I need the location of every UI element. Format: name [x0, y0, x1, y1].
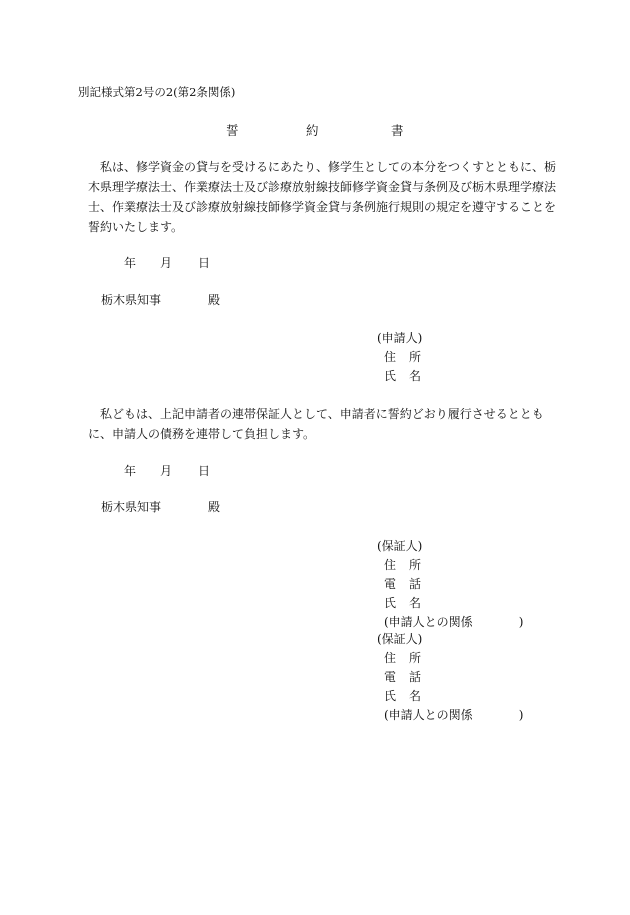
date-month-label: 月 — [160, 256, 173, 270]
applicant-name-label — [384, 367, 421, 385]
guarantor-heading: (保証人) — [377, 632, 423, 646]
guarantor-address-label — [384, 556, 421, 574]
guarantor-address-label — [384, 649, 421, 667]
address-label-b: 所 — [409, 558, 422, 572]
date-line-2 — [124, 462, 244, 480]
title-char-2: 約 — [306, 123, 319, 138]
applicant-heading: (申請人) — [377, 331, 423, 345]
addressee-1 — [101, 291, 220, 309]
relation-open: (申請人との関係 — [384, 708, 473, 722]
title-char-1: 誓 — [226, 123, 239, 138]
guarantor-statement-line-1: 私どもは、上記申請者の連帯保証人として、申請者に誓約どおり履行させるととも — [100, 407, 544, 421]
guarantor-relation-label — [384, 706, 523, 724]
guarantor-name-label — [384, 687, 421, 705]
honorific: 殿 — [208, 500, 221, 514]
guarantor-name-label — [384, 594, 421, 612]
guarantor-phone-label — [384, 575, 421, 593]
name-label-b: 名 — [409, 369, 422, 383]
date-day-label: 日 — [198, 464, 211, 478]
phone-label-a: 電 — [384, 577, 397, 591]
date-line-1 — [124, 254, 244, 272]
name-label-b: 名 — [409, 596, 422, 610]
oath-line-2: 木県理学療法士、作業療法士及び診療放射線技師修学資金貸与条例及び栃木県理学療法 — [88, 180, 557, 194]
guarantor-phone-label — [384, 668, 421, 686]
guarantor-heading: (保証人) — [377, 539, 423, 553]
document-title — [0, 122, 630, 140]
oath-line-4: 誓約いたします。 — [88, 220, 184, 234]
name-label-a: 氏 — [384, 596, 397, 610]
relation-close: ) — [518, 615, 524, 629]
address-label-a: 住 — [384, 350, 397, 364]
name-label-b: 名 — [409, 689, 422, 703]
form-label: 別記様式第2号の2(第2条関係) — [78, 85, 236, 99]
relation-open: (申請人との関係 — [384, 615, 473, 629]
name-label-a: 氏 — [384, 369, 397, 383]
oath-line-1: 私は、修学資金の貸与を受けるにあたり、修学生としての本分をつくすとともに、栃 — [100, 160, 557, 174]
addressee-2 — [101, 498, 220, 516]
address-label-b: 所 — [409, 651, 422, 665]
name-label-a: 氏 — [384, 689, 397, 703]
guarantor-relation-label — [384, 613, 523, 631]
title-char-3: 書 — [391, 123, 404, 138]
date-year-label: 年 — [124, 256, 137, 270]
address-label-b: 所 — [409, 350, 422, 364]
honorific: 殿 — [208, 293, 221, 307]
address-label-a: 住 — [384, 558, 397, 572]
guarantor-statement-line-2: に、申請人の債務を連帯して負担します。 — [88, 427, 316, 441]
date-month-label: 月 — [160, 464, 173, 478]
address-label-a: 住 — [384, 651, 397, 665]
date-day-label: 日 — [198, 256, 211, 270]
governor-title: 栃木県知事 — [101, 293, 162, 307]
phone-label-b: 話 — [409, 670, 422, 684]
date-year-label: 年 — [124, 464, 137, 478]
applicant-address-label — [384, 348, 421, 366]
oath-line-3: 士、作業療法士及び診療放射線技師修学資金貸与条例施行規則の規定を遵守することを — [88, 200, 557, 214]
phone-label-a: 電 — [384, 670, 397, 684]
phone-label-b: 話 — [409, 577, 422, 591]
governor-title: 栃木県知事 — [101, 500, 162, 514]
relation-close: ) — [518, 708, 524, 722]
